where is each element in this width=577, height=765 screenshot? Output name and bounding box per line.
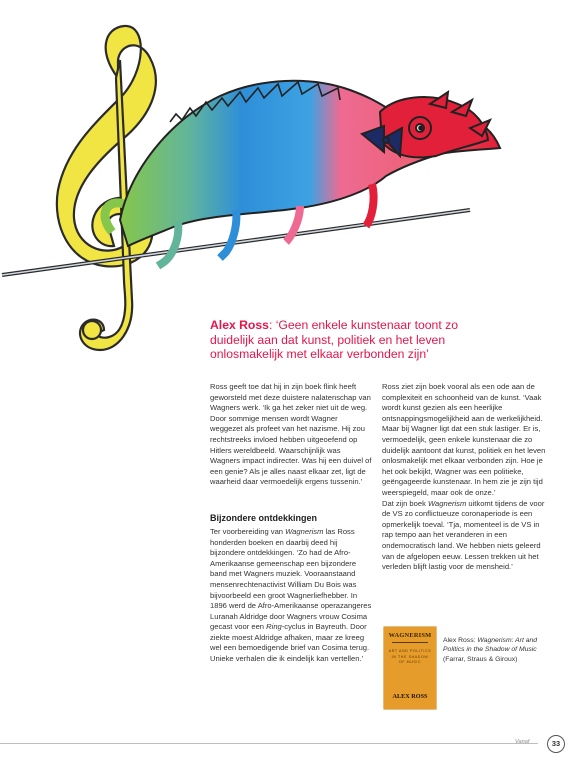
intro-paragraph: Ross geeft toe dat hij in zijn boek flink heeft geworsteld met deze duistere nalatenschap van Wagners werk. ‘Ik ga het zeker niet uit de weg. Door sommige mensen wordt Wagner weggezet als profeet van het nazisme. Hij zou rechtstreeks invloed hebben uitgeoefend op Hitlers wereldbeeld. Waarschijnlijk was Wagners impact indirecter. Was hij een duivel of een genie? Als je alles naast elkaar zet, ligt de waarheid daar vermoedelijk ergens tussenin.’ xyxy=(210,382,372,487)
chameleon-icon xyxy=(105,81,500,266)
pull-quote-text: : ‘Geen enkele kunstenaar toont zo duidelijk aan dat kunst, politiek en het leven onlosmakelijk met elkaar verbonden zijn’ xyxy=(210,318,458,362)
book-cover-title: WAGNERISM xyxy=(388,632,432,639)
book-cover-author: ALEX ROSS xyxy=(392,693,428,700)
book-cover-divider xyxy=(392,642,428,643)
pull-quote-author: Alex Ross xyxy=(210,318,269,332)
body-paragraph: Ross ziet zijn boek vooral als een ode aan de complexiteit en schoonheid van de kunst. ‘Vaak wordt kunst gezien als een heerlijke ontsnappingsmogelijkheid aan de werkelijkheid. Maar bij Wagner ligt dat een stuk lastiger. Er is, vermoedelijk, geen enkele kunstenaar die zo duidelijk aantoont dat kunst, politiek en het leven onlosmakelijk met elkaar verbonden zijn. Hoe je het ook bekijkt, Wagner was een politieke, geëngageerde kunstenaar. In hem zie je zijn tijd weerspiegeld, maar ook de onze.’ xyxy=(382,382,546,497)
footer-label: Vanaf xyxy=(515,739,530,745)
page-number: 33 xyxy=(547,735,565,753)
book-cover-subtitle: ART AND POLITICS IN THE SHADOW OF MUSIC xyxy=(388,649,432,665)
pull-quote xyxy=(210,318,460,362)
section-subheading: Bijzondere ontdekkingen xyxy=(210,512,318,523)
book-cover xyxy=(384,627,436,709)
body-paragraph: Dat zijn boek Wagnerism uitkomt tijdens de voor de VS zo conflictueuze coronaperiode is een opmerkelijk toeval. ‘Tja, momenteel is de VS in rap tempo aan het veranderen in een ondemocratisch land. We hebben niets geleerd van de afgelopen eeuw. Lessen trekken uit het verleden blijft lastig voor de mensheid.’ xyxy=(382,498,545,572)
body-paragraph: Ter voorbereiding van Wagnerism las Ross honderden boeken en daarbij deed hij bijzondere ontdekkingen. ‘Zo had de Afro-Amerikaanse gemeenschap een bijzondere band met Wagners muziek. Vooraanstaand mensenrechtenactivist William Du Bois was bijvoorbeeld een groot Wagnerliefhebber. In 1896 werd de Afro-Amerikaanse operazangeres Luranah Aldridge door Wagners vrouw Cosima gecast voor een Ring-cyclus in Bayreuth. Door ziekte moest Aldridge afhaken, maar ze kreeg wel een bemoedigende brief van Cosima terug. Unieke verhalen die ik eindelijk kan vertellen.’ xyxy=(210,526,372,664)
article-column-left xyxy=(210,382,372,665)
book-caption: Alex Ross: Wagnerism: Art and Politics in the Shadow of Music (Farrar, Straus & Giroux) xyxy=(443,637,538,663)
article-column-right xyxy=(382,382,546,573)
footer-divider xyxy=(0,743,538,744)
